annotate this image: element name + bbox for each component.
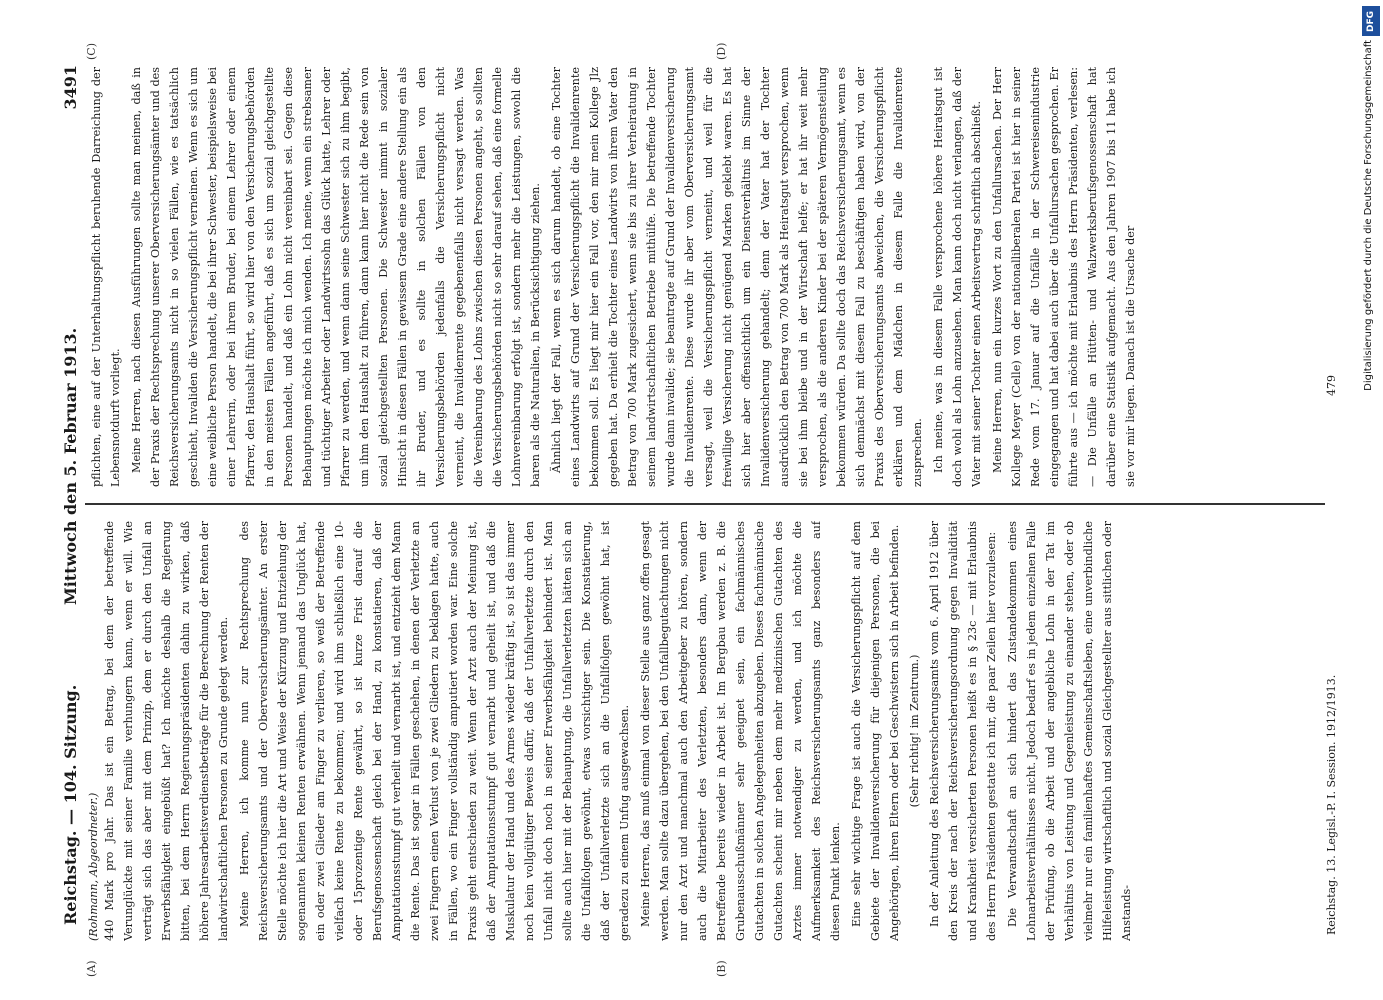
footer-signature: 479 [1325,375,1338,396]
paragraph: Ähnlich liegt der Fall, wenn es sich darum handelt, ob eine Tochter eines Landwirts auf Grund der Versicherungspflicht die Invalidenrente bekommen soll. Es liegt mir hier ein Fall vor, den mir mein Kollege Jlz gegeben hat. Da erhielt die Tochter eines Landwirts von ihrem Vater den Betrag von 700 Mark zugesichert, wenn sie bis zu ihrer Verheiratung in seinem landwirtschaftlichen Betriebe mithülfe. Die betreffende Tochter wurde dann invalide; sie beantragte auf Grund der Invalidenversicherung die Invalidenrente. Diese wurde ihr aber vom Oberversicherungsamt versagt, weil die Versicherungspflicht verneint, und weil für die freiwillige Versicherung nicht genügend Marken geklebt waren. Es hat sich hier aber offensichtlich um ein Dienstverhältnis im Sinne der Invalidenversicherung gehandelt; denn der Vater hat der Tochter ausdrücklich den Betrag von 700 Mark als Heiratsgut versprochen, wenn sie bei ihm bleibe und in der Wirtschaft helfe; er hat ihr weit mehr versprochen, als die anderen Kinder bei der späteren Vermögensteilung bekommen würden. Da sollte doch das Reichsversicherungsamt, wenn es sich demnächst mit diesem Fall zu beschäftigen haben wird, von der Praxis des Oberversicherungsamts abweichen, die Versicherungspflicht erklären und dem Mädchen in diesem Falle die Invalidenrente zusprechen. [550,67,924,487]
column-divider [85,503,1325,505]
speaker-label: (Rohmann, Abgeordneter.) [87,792,100,941]
digitization-strip [1360,0,1383,1000]
footer-left: Reichstag. 13. Legisl.-P. I. Session. 1912/1913. [1325,674,1338,935]
paragraph: Meine Herren, ich komme nun zur Rechtsprechung des Reichsversicherungsamts und der Oberversicherungsämter. An erster Stelle möchte ich hier die Art und Weise der Kürzung und Entziehung der sogenannten kleinen Renten erwähnen. Wenn jemand das Unglück hat, ein oder zwei Glieder am Finger zu verlieren, so weiß der Betreffende vielfach keine Rente zu bekommen; und wird ihm schließlich eine 10- oder 15prozentige Rente gewährt, so ist kurze Frist darauf die Berufsgenossenschaft gleich bei der Hand, zu konstatieren, daß der Amputationsstumpf gut verheilt und vernarbt ist, und entzieht dem Mann die Rente. Das ist sogar in Fällen geschehen, in denen der Verletzte an zwei Fingern einen Verlust von je zwei Gliedern zu beklagen hatte, auch in Fällen, wo ein Finger vollständig amputiert worden war. Eine solche Praxis geht entschieden zu weit. Wenn der Arzt auch der Meinung ist, daß der Amputationsstumpf gut vernarbt und geheilt ist, und daß die Muskulatur der Hand und des Armes wieder kräftig ist, so ist das immer noch kein vollgültiger Beweis dafür, daß der Unfallverletzte durch den Unfall nicht doch noch in seiner Erwerbsfähigkeit behindert ist. Man sollte auch hier mit der Behauptung, die Unfallverletzten hätten sich an die Unfallfolgen gewöhnt, etwas vorsichtiger sein. Die Konstatierung, daß der Unfallverletzte sich an die Unfallfolgen gewöhnt hat, ist geradezu zu einem Unfug ausgewachsen. [238,521,631,941]
page-header [61,65,83,945]
paragraph: Ich meine, was in diesem Falle versprochene höhere Heiratsgut ist doch wohl als Lohn anzusehen. Man kann doch nicht verlangen, daß der Vater mit seiner Tochter einen Arbeitsvertrag schriftlich abschließt. [932,67,983,487]
margin-marker-d: (D) [715,42,728,60]
dfg-logo: DFG [1362,6,1380,36]
quoted-paragraph: Die Verwandtschaft an sich hindert das Zustandekommen eines Lohnarbeitsverhältnisses nicht. Jedoch bedarf es in jedem einzelnen Falle der Prüfung, ob die Arbeit und der angebliche Lohn in der Tat im Verhältnis von Leistung und Gegenleistung zu einander stehen, oder ob vielmehr nur ein familienhaftes Gemeinschaftsleben, eine unverbindliche Hilfeleistung wirtschaftlich und sozial Gleichgestellter aus sittlichen oder Anstands- [1006,521,1133,941]
paragraph: pflichten, eine auf der Unterhaltungspflicht beruhende Darreichung der Lebensnotdurft vorliegt. [90,67,122,487]
paragraph: Meine Herren, nach diesen Ausführungen sollte man meinen, daß in der Praxis der Rechtsprechung unserer Oberversicherungsämter und des Reichsversicherungsamts nicht in so vielen Fällen, wie es tatsächlich geschieht, Invaliden die Versicherungspflicht verneinen. Wenn es sich um eine weibliche Person handelt, die bei ihrer Schwester, beispielsweise bei einer Lehrerin, oder bei ihrem Bruder, bei einem Lehrer oder einem Pfarrer, den Haushalt führt, so wird hier von den Versicherungsbehörden in den meisten Fällen angeführt, daß es sich um sozial gleichgestellte Personen handelt, und daß ein Lohn nicht vereinbart sei. Gegen diese Behauptungen möchte ich mich wenden. Ich meine, wenn ein strebsamer und tüchtiger Arbeiter oder Landwirtssohn das Glück hatte, Lehrer oder Pfarrer zu werden, und wenn dann seine Schwester sich zu ihm begibt, um ihm den Haushalt zu führen, dann kann hier nicht die Rede sein von sozial gleichgestellten Personen. Die Schwester nimmt in sozialer Hinsicht in diesen Fällen in gewissem Grade eine andere Stellung ein als ihr Bruder, und es sollte in solchen Fällen von den Versicherungsbehörden jedenfalls die Versicherungspflicht nicht verneint, die Invalidenrente gegebenenfalls nicht versagt werden. Was die Vereinbarung des Lohns zwischen diesen Personen angeht, so sollten die Versicherungsbehörden nicht so sehr darauf sehen, daß eine formelle Lohnvereinbarung erfolgt ist, sondern mehr die Leistungen, sowohl die baren als die Naturalien, in Berücksichtigung ziehen. [130,67,542,487]
left-column [87,521,1317,941]
margin-marker-a: (A) [85,960,98,977]
right-column [87,67,1317,487]
paragraph: Meine Herren, das muß einmal von dieser Stelle aus ganz offen gesagt werden. Man sollte dazu übergehen, bei den Unfallbegutachtungen nicht nur den Arzt und manchmal auch den Arbeitgeber zu hören, sondern auch die Mitarbeiter des Verletzten, besonders dann, wenn der Betreffende bereits wieder in Arbeit ist. Im Bergbau werden z. B. die Grubenausschußmänner sehr geeignet sein, ein fachmännisches Gutachten in solchen Angelegenheiten abzugeben. Dieses fachmännische Gutachten scheint mir neben dem mehr medizinischen Gutachten des Arztes immer notwendiger zu werden, und ich möchte die Aufmerksamkeit des Reichsversicherungsamts ganz besonders auf diesen Punkt lenken. [639,521,842,941]
applause-note: (Sehr richtig! im Zentrum.) [908,654,921,808]
paragraph: In der Anleitung des Reichsversicherungsamts vom 6. April 1912 über den Kreis der nach der Reichsversicherungsordnung gegen Invalidität und Krankheit versicherten Personen heißt es in § 23c — mit Erlaubnis des Herrn Präsidenten gestatte ich mir, die paar Zeilen hier vorzulesen: [928,521,998,941]
page-number: 3491 [61,65,80,110]
header-left: Reichstag. — 104. Sitzung. [61,684,80,925]
digitization-notice: Digitalisierung gefördert durch die Deutsche Forschungsgemeinschaft [1363,40,1374,391]
paragraph: Meine Herren, nun ein kurzes Wort zu den Unfallursachen. Der Herr Kollege Meyer (Celle) von der nationalliberalen Partei ist hier in seiner Rede vom 17. Januar auf die Unfälle in der Schwereisenindustrie eingegangen und hat dabei auch über die Unfallursachen gesprochen. Er führte aus — ich möchte mit Erlaubnis des Herrn Präsidenten, verlesen: — Die Unfälle an Hütten- und Walzwerksberufsgenossenschaft hat darüber eine Statistik aufgemacht. Aus den Jahren 1907 bis 11 habe ich sie vor mir liegen. Danach ist die Ursache der [991,67,1137,487]
paragraph: Eine sehr wichtige Frage ist auch die Versicherungspflicht auf dem Gebiete der Invalidenversicherung für diejenigen Personen, die bei Angehörigen, ihren Eltern oder bei Geschwistern sich in Arbeit befinden. [850,521,901,941]
margin-marker-c: (C) [85,43,98,60]
header-date: Mittwoch den 5. Februar 1913. [61,327,80,605]
document-page [55,42,1355,977]
margin-marker-b: (B) [715,960,728,977]
paragraph: 440 Mark pro Jahr. Das ist ein Betrag, bei dem der betreffende Verunglückte mit seiner Familie verhungern kann, wenn er will. Wie verträgt sich das aber mit dem Prinzip, dem er durch den Unfall an Erwerbsfähigkeit eingebüßt hat? Ich möchte deshalb die Regierung bitten, bei dem Herrn Regierungspräsidenten dahin zu wirken, daß höhere Jahresarbeitsverdienstbeträge für die Berechnung der Renten der landwirtschaftlichen Personen zu Grunde gelegt werden. [103,521,230,941]
